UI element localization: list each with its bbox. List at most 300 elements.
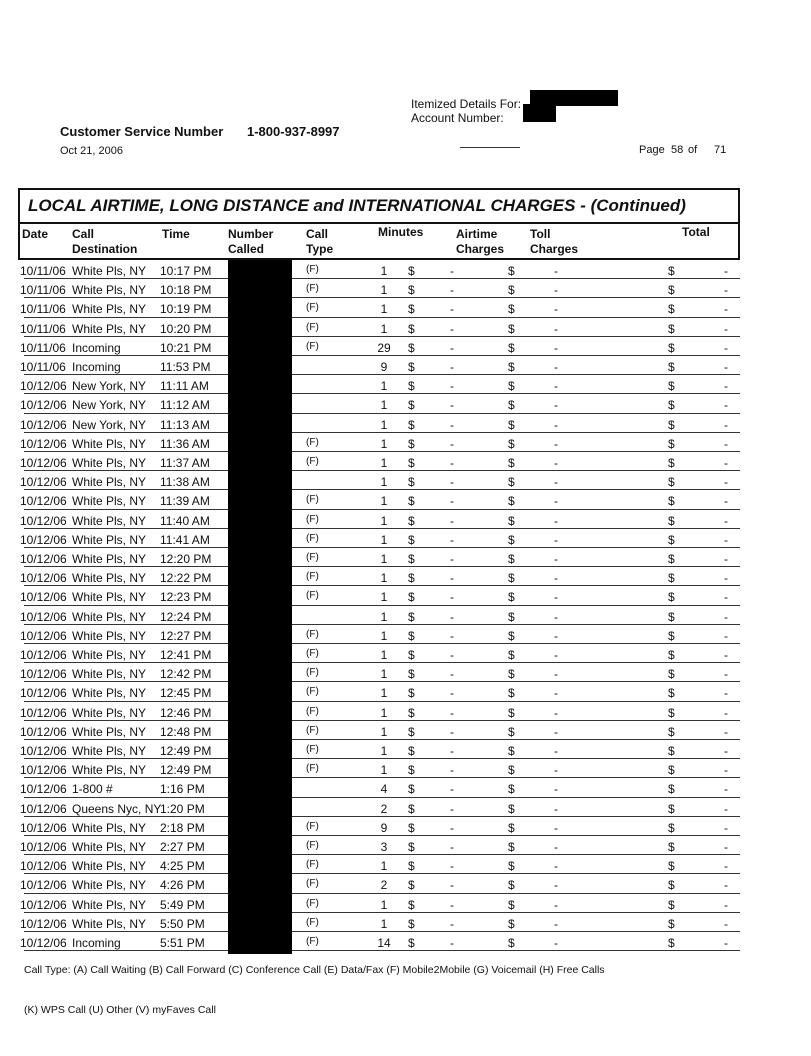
col-number: Number bbox=[228, 227, 274, 241]
cell-time: 12:49 PM bbox=[160, 744, 212, 758]
table-row bbox=[20, 759, 740, 778]
cell-destination: White Pls, NY bbox=[72, 264, 147, 278]
cell-call-type: (F) bbox=[306, 705, 319, 717]
cell-time: 2:27 PM bbox=[160, 840, 205, 854]
cell-date: 10/12/06 bbox=[20, 916, 67, 931]
table-row bbox=[20, 356, 740, 375]
toll-amount: - bbox=[554, 571, 558, 586]
total-amount: - bbox=[724, 456, 728, 470]
cell-destination: White Pls, NY bbox=[72, 475, 147, 490]
table-row bbox=[20, 778, 740, 797]
table-row bbox=[20, 298, 740, 317]
total-amount: - bbox=[724, 916, 728, 931]
col-call-type-2: Type bbox=[306, 242, 334, 256]
table-row bbox=[20, 606, 740, 625]
toll-currency: $ bbox=[508, 340, 515, 355]
total-amount: - bbox=[724, 897, 728, 912]
toll-currency: $ bbox=[508, 916, 515, 931]
cell-call-type: (F) bbox=[306, 724, 319, 736]
cell-destination: White Pls, NY bbox=[72, 686, 147, 701]
airtime-currency: $ bbox=[408, 398, 415, 413]
total-currency: $ bbox=[668, 417, 675, 432]
table-row bbox=[20, 279, 740, 298]
cell-minutes: 9 bbox=[380, 820, 388, 835]
airtime-currency: $ bbox=[408, 283, 415, 298]
table-row bbox=[20, 798, 740, 817]
airtime-amount: - bbox=[450, 916, 454, 931]
cell-date: 10/12/06 bbox=[20, 648, 67, 662]
cell-date: 10/12/06 bbox=[20, 436, 67, 451]
toll-currency: $ bbox=[508, 302, 515, 317]
airtime-amount: - bbox=[450, 686, 454, 701]
cell-date: 10/12/06 bbox=[20, 513, 67, 528]
total-amount: - bbox=[724, 302, 728, 317]
toll-currency: $ bbox=[508, 494, 515, 509]
table-row bbox=[20, 702, 740, 721]
cell-date: 10/11/06 bbox=[20, 283, 66, 298]
cell-destination: White Pls, NY bbox=[72, 436, 147, 451]
total-amount: - bbox=[724, 744, 728, 758]
total-currency: $ bbox=[668, 379, 675, 394]
toll-currency: $ bbox=[508, 532, 515, 547]
toll-amount: - bbox=[554, 744, 558, 758]
total-amount: - bbox=[724, 398, 728, 413]
cell-minutes: 1 bbox=[380, 552, 388, 566]
toll-amount: - bbox=[554, 340, 558, 355]
cell-destination: New York, NY bbox=[72, 379, 147, 394]
toll-currency: $ bbox=[508, 590, 515, 605]
cell-time: 11:40 AM bbox=[160, 513, 210, 528]
airtime-currency: $ bbox=[408, 916, 415, 931]
page-of: of bbox=[688, 144, 698, 156]
cell-destination: White Pls, NY bbox=[72, 763, 147, 778]
toll-amount: - bbox=[554, 859, 558, 874]
airtime-amount: - bbox=[450, 609, 454, 624]
toll-currency: $ bbox=[508, 667, 515, 682]
col-toll: Toll bbox=[530, 227, 551, 241]
cell-call-type: (F) bbox=[306, 878, 319, 890]
cell-minutes: 1 bbox=[380, 724, 388, 739]
cell-date: 10/12/06 bbox=[20, 532, 67, 547]
toll-amount: - bbox=[554, 916, 558, 931]
cell-call-type: (F) bbox=[306, 513, 319, 525]
airtime-currency: $ bbox=[408, 321, 415, 336]
toll-amount: - bbox=[554, 763, 558, 778]
cell-call-type: (F) bbox=[306, 840, 319, 851]
airtime-currency: $ bbox=[408, 494, 415, 509]
cell-call-type: (F) bbox=[306, 340, 319, 352]
cell-date: 10/12/06 bbox=[20, 859, 67, 874]
total-currency: $ bbox=[668, 321, 675, 336]
cell-destination: White Pls, NY bbox=[72, 302, 147, 317]
table-row bbox=[20, 452, 740, 471]
airtime-currency: $ bbox=[408, 782, 415, 797]
cell-minutes: 1 bbox=[380, 648, 388, 662]
toll-amount: - bbox=[554, 360, 558, 374]
cell-time: 12:48 PM bbox=[160, 724, 212, 739]
toll-amount: - bbox=[554, 494, 558, 509]
cell-destination: White Pls, NY bbox=[72, 513, 147, 528]
toll-amount: - bbox=[554, 264, 558, 278]
airtime-amount: - bbox=[450, 340, 454, 355]
cell-date: 10/12/06 bbox=[20, 494, 67, 509]
airtime-currency: $ bbox=[408, 724, 415, 739]
cell-minutes: 1 bbox=[380, 916, 388, 931]
cell-date: 10/12/06 bbox=[20, 782, 67, 797]
cell-minutes: 1 bbox=[380, 744, 388, 758]
total-currency: $ bbox=[668, 897, 675, 912]
cell-call-type: (F) bbox=[306, 283, 319, 295]
cell-minutes: 1 bbox=[380, 763, 388, 778]
cell-date: 10/12/06 bbox=[20, 744, 67, 758]
total-currency: $ bbox=[668, 456, 675, 470]
airtime-currency: $ bbox=[408, 532, 415, 547]
cell-minutes: 2 bbox=[380, 878, 388, 893]
total-amount: - bbox=[724, 532, 728, 547]
cell-call-type: (F) bbox=[306, 571, 319, 583]
cell-minutes: 1 bbox=[380, 859, 388, 874]
toll-amount: - bbox=[554, 878, 558, 893]
cell-destination: White Pls, NY bbox=[72, 667, 147, 682]
table-row bbox=[20, 855, 740, 874]
table-row bbox=[20, 625, 740, 644]
airtime-currency: $ bbox=[408, 590, 415, 605]
total-currency: $ bbox=[668, 801, 675, 816]
col-minutes: Minutes bbox=[378, 225, 424, 239]
airtime-currency: $ bbox=[408, 264, 415, 278]
cell-call-type: (F) bbox=[306, 936, 319, 947]
cell-date: 10/12/06 bbox=[20, 398, 67, 413]
cell-time: 5:49 PM bbox=[160, 897, 205, 912]
cell-destination: White Pls, NY bbox=[72, 283, 147, 298]
airtime-currency: $ bbox=[408, 552, 415, 566]
toll-amount: - bbox=[554, 782, 558, 797]
cell-minutes: 1 bbox=[380, 609, 388, 624]
toll-currency: $ bbox=[508, 859, 515, 874]
cell-time: 10:21 PM bbox=[160, 340, 212, 355]
total-amount: - bbox=[724, 417, 728, 432]
table-row bbox=[20, 529, 740, 548]
cell-time: 12:22 PM bbox=[160, 571, 212, 586]
cell-time: 12:41 PM bbox=[160, 648, 212, 662]
total-amount: - bbox=[724, 590, 728, 605]
col-date: Date bbox=[22, 227, 49, 241]
cell-call-type: (F) bbox=[306, 264, 319, 275]
total-amount: - bbox=[724, 878, 728, 893]
airtime-currency: $ bbox=[408, 763, 415, 778]
total-currency: $ bbox=[668, 360, 675, 374]
cell-time: 11:39 AM bbox=[160, 494, 210, 509]
cell-call-type: (F) bbox=[306, 820, 319, 832]
airtime-amount: - bbox=[450, 513, 454, 528]
toll-currency: $ bbox=[508, 878, 515, 893]
airtime-amount: - bbox=[450, 417, 454, 432]
cell-minutes: 1 bbox=[380, 321, 388, 336]
total-amount: - bbox=[724, 321, 728, 336]
table-row bbox=[20, 586, 740, 605]
cell-date: 10/11/06 bbox=[20, 340, 66, 355]
total-amount: - bbox=[724, 475, 728, 490]
table-row bbox=[20, 414, 740, 433]
toll-currency: $ bbox=[508, 820, 515, 835]
toll-currency: $ bbox=[508, 417, 515, 432]
cell-call-type: (F) bbox=[306, 667, 319, 679]
toll-currency: $ bbox=[508, 436, 515, 451]
col-destination: Destination bbox=[72, 242, 138, 256]
toll-currency: $ bbox=[508, 782, 515, 797]
airtime-amount: - bbox=[450, 648, 454, 662]
cell-minutes: 1 bbox=[380, 436, 388, 451]
table-row bbox=[20, 337, 740, 356]
cell-destination: Incoming bbox=[72, 360, 121, 374]
table-row bbox=[20, 490, 740, 509]
cell-date: 10/12/06 bbox=[20, 456, 67, 470]
total-amount: - bbox=[724, 705, 728, 720]
cell-call-type: (F) bbox=[306, 590, 319, 602]
toll-currency: $ bbox=[508, 379, 515, 394]
cell-date: 10/12/06 bbox=[20, 667, 67, 682]
total-currency: $ bbox=[668, 916, 675, 931]
total-currency: $ bbox=[668, 571, 675, 586]
cell-destination: White Pls, NY bbox=[72, 321, 147, 336]
cell-date: 10/12/06 bbox=[20, 763, 67, 778]
airtime-amount: - bbox=[450, 475, 454, 490]
cell-minutes: 1 bbox=[380, 628, 388, 643]
total-amount: - bbox=[724, 820, 728, 835]
total-amount: - bbox=[724, 782, 728, 797]
airtime-currency: $ bbox=[408, 302, 415, 317]
total-amount: - bbox=[724, 840, 728, 854]
total-currency: $ bbox=[668, 398, 675, 413]
toll-amount: - bbox=[554, 398, 558, 413]
cell-destination: White Pls, NY bbox=[72, 916, 147, 931]
airtime-amount: - bbox=[450, 360, 454, 374]
cell-time: 12:49 PM bbox=[160, 763, 212, 778]
cell-minutes: 29 bbox=[377, 340, 391, 355]
table-row bbox=[20, 721, 740, 740]
redacted-numbers bbox=[228, 260, 292, 954]
cell-time: 11:11 AM bbox=[160, 379, 209, 394]
total-amount: - bbox=[724, 936, 728, 950]
cell-destination: White Pls, NY bbox=[72, 494, 147, 509]
cell-date: 10/12/06 bbox=[20, 379, 67, 394]
total-currency: $ bbox=[668, 667, 675, 682]
account-label: Account Number: bbox=[411, 111, 504, 125]
cell-destination: White Pls, NY bbox=[72, 878, 147, 893]
table-row bbox=[20, 817, 740, 836]
cell-time: 1:20 PM bbox=[160, 801, 205, 816]
cell-call-type: (F) bbox=[306, 436, 319, 448]
total-currency: $ bbox=[668, 264, 675, 278]
toll-amount: - bbox=[554, 840, 558, 854]
cell-minutes: 1 bbox=[380, 417, 388, 432]
col-time: Time bbox=[162, 227, 190, 241]
toll-amount: - bbox=[554, 897, 558, 912]
toll-amount: - bbox=[554, 283, 558, 298]
col-total: Total bbox=[682, 225, 710, 239]
cell-destination: White Pls, NY bbox=[72, 648, 147, 662]
total-currency: $ bbox=[668, 513, 675, 528]
airtime-amount: - bbox=[450, 667, 454, 682]
toll-amount: - bbox=[554, 705, 558, 720]
cell-minutes: 1 bbox=[380, 571, 388, 586]
cell-minutes: 1 bbox=[380, 897, 388, 912]
toll-amount: - bbox=[554, 686, 558, 701]
toll-amount: - bbox=[554, 379, 558, 394]
cell-time: 10:19 PM bbox=[160, 302, 212, 317]
total-amount: - bbox=[724, 494, 728, 509]
total-amount: - bbox=[724, 264, 728, 278]
table-row bbox=[20, 567, 740, 586]
cell-date: 10/12/06 bbox=[20, 552, 67, 566]
cell-time: 11:53 PM bbox=[160, 360, 211, 374]
airtime-amount: - bbox=[450, 302, 454, 317]
cell-time: 12:42 PM bbox=[160, 667, 212, 682]
toll-amount: - bbox=[554, 724, 558, 739]
airtime-amount: - bbox=[450, 494, 454, 509]
toll-currency: $ bbox=[508, 705, 515, 720]
cell-minutes: 1 bbox=[380, 379, 388, 394]
table-row bbox=[20, 894, 740, 913]
cell-date: 10/12/06 bbox=[20, 936, 67, 950]
table-row bbox=[20, 260, 740, 279]
toll-currency: $ bbox=[508, 398, 515, 413]
cell-minutes: 1 bbox=[380, 532, 388, 547]
cell-time: 12:45 PM bbox=[160, 686, 212, 701]
cell-call-type: (F) bbox=[306, 648, 319, 659]
table-row bbox=[20, 932, 740, 951]
cell-date: 10/12/06 bbox=[20, 686, 67, 701]
total-currency: $ bbox=[668, 628, 675, 643]
airtime-amount: - bbox=[450, 744, 454, 758]
cell-date: 10/11/06 bbox=[20, 302, 66, 317]
total-amount: - bbox=[724, 648, 728, 662]
cell-destination: Queens Nyc, NY bbox=[72, 801, 162, 816]
cell-call-type: (F) bbox=[306, 916, 319, 928]
toll-amount: - bbox=[554, 801, 558, 816]
table-row bbox=[20, 510, 740, 529]
col-airtime-charges: Charges bbox=[456, 242, 505, 256]
total-amount: - bbox=[724, 436, 728, 451]
airtime-amount: - bbox=[450, 379, 454, 394]
airtime-amount: - bbox=[450, 264, 454, 278]
total-currency: $ bbox=[668, 782, 675, 797]
cell-time: 4:26 PM bbox=[160, 878, 205, 893]
cell-date: 10/12/06 bbox=[20, 820, 67, 835]
total-currency: $ bbox=[668, 532, 675, 547]
airtime-amount: - bbox=[450, 801, 454, 816]
airtime-amount: - bbox=[450, 456, 454, 470]
cell-time: 10:20 PM bbox=[160, 321, 212, 336]
cell-destination: White Pls, NY bbox=[72, 532, 147, 547]
cell-destination: Incoming bbox=[72, 340, 121, 355]
cell-destination: White Pls, NY bbox=[72, 724, 147, 739]
cell-destination: 1-800 # bbox=[72, 782, 113, 797]
toll-currency: $ bbox=[508, 763, 515, 778]
cell-call-type: (F) bbox=[306, 744, 319, 755]
toll-amount: - bbox=[554, 609, 558, 624]
airtime-amount: - bbox=[450, 820, 454, 835]
table-row bbox=[20, 663, 740, 682]
col-airtime: Airtime bbox=[456, 227, 498, 241]
itemized-label: Itemized Details For: bbox=[411, 97, 522, 111]
total-currency: $ bbox=[668, 552, 675, 566]
cell-call-type: (F) bbox=[306, 302, 319, 314]
toll-amount: - bbox=[554, 321, 558, 336]
cell-date: 10/12/06 bbox=[20, 628, 67, 643]
toll-amount: - bbox=[554, 532, 558, 547]
airtime-amount: - bbox=[450, 436, 454, 451]
table-title: LOCAL AIRTIME, LONG DISTANCE and INTERNATIONAL CHARGES - (Continued) bbox=[28, 196, 686, 215]
airtime-amount: - bbox=[450, 936, 454, 950]
cell-call-type: (F) bbox=[306, 456, 319, 467]
toll-amount: - bbox=[554, 456, 558, 470]
airtime-amount: - bbox=[450, 724, 454, 739]
total-amount: - bbox=[724, 667, 728, 682]
cell-minutes: 1 bbox=[380, 667, 388, 682]
cell-destination: White Pls, NY bbox=[72, 552, 147, 566]
airtime-currency: $ bbox=[408, 436, 415, 451]
cell-date: 10/12/06 bbox=[20, 609, 67, 624]
airtime-currency: $ bbox=[408, 667, 415, 682]
toll-currency: $ bbox=[508, 840, 515, 854]
toll-currency: $ bbox=[508, 571, 515, 586]
toll-currency: $ bbox=[508, 321, 515, 336]
toll-currency: $ bbox=[508, 801, 515, 816]
page-number: 58 bbox=[671, 144, 684, 156]
col-call: Call bbox=[72, 227, 95, 241]
toll-amount: - bbox=[554, 513, 558, 528]
total-currency: $ bbox=[668, 475, 675, 490]
airtime-amount: - bbox=[450, 878, 454, 893]
cell-minutes: 14 bbox=[377, 936, 391, 950]
call-type-legend-1: Call Type: (A) Call Waiting (B) Call Forward (C) Conference Call (E) Data/Fax (F) Mobile2Mobile (G) Voicemail (H) Free Calls bbox=[24, 964, 605, 976]
total-amount: - bbox=[724, 360, 728, 374]
cell-time: 10:18 PM bbox=[160, 283, 212, 298]
toll-currency: $ bbox=[508, 724, 515, 739]
cell-call-type: (F) bbox=[306, 494, 319, 506]
cell-date: 10/11/06 bbox=[20, 264, 66, 278]
cell-destination: New York, NY bbox=[72, 398, 147, 413]
cell-destination: White Pls, NY bbox=[72, 609, 147, 624]
cell-date: 10/12/06 bbox=[20, 571, 67, 586]
toll-amount: - bbox=[554, 667, 558, 682]
airtime-currency: $ bbox=[408, 340, 415, 355]
toll-currency: $ bbox=[508, 609, 515, 624]
cell-minutes: 2 bbox=[380, 801, 388, 816]
cell-destination: White Pls, NY bbox=[72, 456, 147, 470]
table-row bbox=[20, 913, 740, 932]
total-currency: $ bbox=[668, 936, 675, 950]
total-amount: - bbox=[724, 571, 728, 586]
cell-minutes: 3 bbox=[380, 840, 388, 854]
total-currency: $ bbox=[668, 840, 675, 854]
cell-time: 11:38 AM bbox=[160, 475, 210, 490]
total-amount: - bbox=[724, 283, 728, 298]
customer-service-label: Customer Service Number bbox=[60, 124, 224, 139]
divider bbox=[460, 147, 520, 148]
airtime-amount: - bbox=[450, 398, 454, 413]
cell-destination: White Pls, NY bbox=[72, 705, 147, 720]
total-currency: $ bbox=[668, 705, 675, 720]
cell-destination: White Pls, NY bbox=[72, 820, 147, 835]
cell-time: 12:24 PM bbox=[160, 609, 212, 624]
col-called: Called bbox=[228, 242, 265, 256]
airtime-amount: - bbox=[450, 763, 454, 778]
total-currency: $ bbox=[668, 763, 675, 778]
airtime-currency: $ bbox=[408, 648, 415, 662]
cell-time: 12:46 PM bbox=[160, 705, 212, 720]
